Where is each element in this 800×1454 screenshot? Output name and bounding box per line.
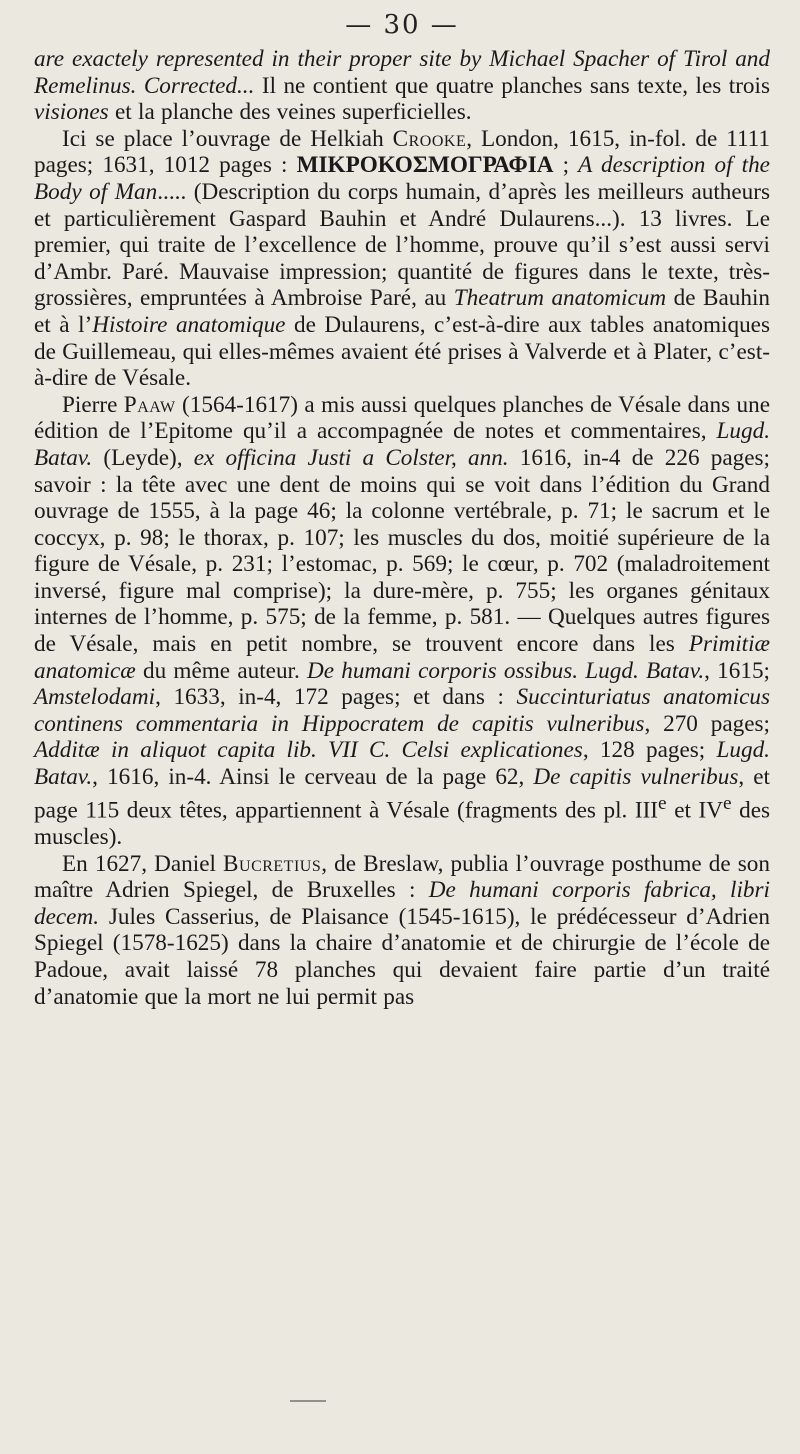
paragraph-3: Pierre Paaw (1564-1617) a mis aussi quelques planches de Vésale dans une édition de l’Epitome qu’il a accompagnée de notes et commentaires, Lugd. Batav. (Leyde), ex officina Justi a Colster, ann. 1616, in-4 de 226 pages; savoir : la tête avec une dent de moins qui se voit dans l’édition du Grand ouvrage de 1555, à la page 46; la colonne vertébrale, p. 71; le sacrum et le coccyx, p. 98; le thorax, p. 107; les muscles du dos, moitié supérieure de la figure de Vésale, p. 231; l’estomac, p. 569; le cœur, p. 702 (maladroitement inversé, figure mal comprise); la dure-mère, p. 755; les organes génitaux internes de l’homme, p. 575; de la femme, p. 581. — Quelques autres figures de Vésale, mais en petit nombre, se trouvent encore dans les Primitiæ anatomicæ du même auteur. De humani corporis ossibus. Lugd. Batav., 1615; Amstelodami, 1633, in-4, 172 pages; et dans : Succinturiatus anatomicus continens commentaria in Hippocratem de capitis vulneribus, 270 pages; Additæ in aliquot capita lib. VII C. Celsi explicationes, 128 pages; Lugd. Batav., 1616, in-4. Ainsi le cerveau de la page 62, De capitis vulneribus, et page 115 deux têtes, appartiennent à Vésale (fragments des pl. IIIe et IVe des muscles). bbox=[34, 391, 771, 850]
author-name: Paaw bbox=[123, 391, 176, 418]
greek-title: ΜΙΚΡΟΚΟΣΜΟΓΡΑΦΙΑ bbox=[296, 152, 554, 179]
english-title: are exactely represented in their proper site by Michael Spacher of Tirol and Remelinus. Corrected... bbox=[34, 46, 770, 99]
paragraph-1: are exactely represented in their proper site by Michael Spacher of Tirol and Remelinus. Corrected... Il ne contient que quatre planches sans texte, les trois visiones et la planche des veines superficielles. bbox=[34, 46, 770, 126]
author-name: Bucretius bbox=[223, 850, 322, 877]
bottom-rule bbox=[290, 1400, 326, 1402]
page-body bbox=[34, 46, 770, 1010]
page-number: — 30 — bbox=[345, 10, 459, 40]
paragraph-4: En 1627, Daniel Bucretius, de Breslaw, publia l’ouvrage posthume de son maître Adrien Spiegel, de Bruxelles : De humani corporis fabrica, libri decem. Jules Casserius, de Plaisance (1545-1615), le prédécesseur d’Adrien Spiegel (1578-1625) dans la chaire d’anatomie et de chirurgie de l’école de Padoue, avait laissé 78 planches qui devaient faire partie d’un traité d’anatomie que la mort ne lui permit pas bbox=[34, 850, 770, 1010]
author-name: Crooke bbox=[392, 125, 467, 152]
paragraph-2: Ici se place l’ouvrage de Helkiah Crooke, London, 1615, in-fol. de 1111 pages; 1631, 1012 pages : ΜΙΚΡΟΚΟΣΜΟΓΡΑΦΙΑ ; A description of the Body of Man..... (Description du corps humain, d’après les meilleurs autheurs et particulièrement Gaspard Bauhin et André Dulaurens...). 13 livres. Le premier, qui traite de l’excellence de l’homme, prouve qu’il s’est aussi servi d’Ambr. Paré. Mauvaise impression; quantité de figures dans le texte, très-grossières, empruntées à Ambroise Paré, au Theatrum anatomicum de Bauhin et à l’Histoire anatomique de Dulaurens, c’est-à-dire aux tables anatomiques de Guillemeau, qui elles-mêmes avaient été prises à Valverde et à Plater, c’est-à-dire de Vésale. bbox=[34, 125, 771, 392]
